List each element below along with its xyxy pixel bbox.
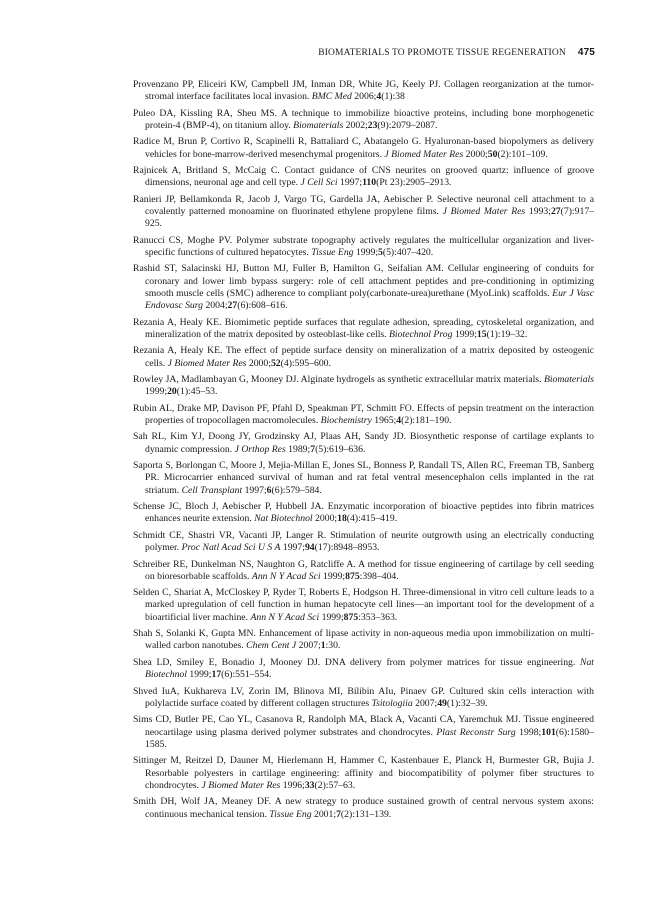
reference-authors-title: Selden C, Shariat A, McCloskey P, Ryder T, Roberts E, Hodgson H. Three-dimensional in vitro cell culture leads to a marked upregulation of cell function in human hepatocyte cell lines—an important tool for the development of a bioartificial liver machine. xyxy=(133,587,594,623)
reference-pages: (1):38 xyxy=(381,91,405,103)
reference-journal: Nat Biotechnol xyxy=(254,513,313,525)
reference-year: 1989; xyxy=(288,443,311,455)
reference-journal: Biomaterials xyxy=(293,119,344,131)
reference-journal: Biotechnol Prog xyxy=(389,329,453,340)
reference-journal: Proc Natl Acad Sci U S A xyxy=(181,542,281,554)
reference-year: 1996; xyxy=(282,779,305,791)
reference-pages: (17):8948–8953. xyxy=(314,542,380,554)
reference-pages: :30. xyxy=(325,640,341,652)
reference-journal: Tissue Eng xyxy=(269,808,312,820)
reference-pages: (1):45–53. xyxy=(176,386,218,398)
reference-journal: Ann N Y Acad Sci xyxy=(250,611,320,623)
reference-pages: (4):415–419. xyxy=(346,513,398,525)
reference-pages: (1):32–39. xyxy=(446,697,488,709)
reference-entry xyxy=(133,235,594,260)
reference-year: 1997; xyxy=(282,542,305,554)
reference-journal: J Biomed Mater Res xyxy=(442,206,526,218)
reference-volume: 7 xyxy=(310,443,316,455)
reference-journal: J Biomed Mater Res xyxy=(384,148,464,160)
reference-volume: 4 xyxy=(376,91,382,103)
reference-journal: Tsitologiia xyxy=(371,697,413,709)
reference-entry xyxy=(133,317,594,342)
reference-journal: Biomaterials xyxy=(543,374,595,386)
reference-entry xyxy=(133,374,594,399)
reference-authors-title: Schmidt CE, Shastri VR, Vacanti JP, Langer R. Stimulation of neurite outgrowth using an electrically conducting polymer. xyxy=(133,529,594,554)
page-number: 475 xyxy=(577,47,595,58)
reference-authors-title: Schense JC, Bloch J, Aebischer P, Hubbell JA. Enzymatic incorporation of bioactive peptides into fibrin matrices enhances neurite extension. xyxy=(133,501,594,525)
reference-pages: (6):551–554. xyxy=(221,669,272,681)
reference-journal: J Biomed Mater Res xyxy=(201,779,281,791)
reference-pages: (6):608–616. xyxy=(237,300,288,312)
reference-authors-title: Smith DH, Wolf JA, Meaney DF. A new strategy to produce sustained growth of central nervous system axons: continuous mechanical tension. xyxy=(133,796,594,820)
reference-authors-title: Rezania A, Healy KE. The effect of peptide surface density on mineralization of a matrix deposited by osteogenic cells. xyxy=(133,345,594,369)
reference-entry xyxy=(133,714,594,751)
reference-entry xyxy=(133,345,594,370)
reference-journal: Cell Transplant xyxy=(181,484,243,496)
reference-journal: J Biomed Mater Res xyxy=(167,357,247,369)
reference-year: 2004; xyxy=(205,300,228,312)
reference-year: 1999; xyxy=(145,386,168,398)
reference-year: 2000; xyxy=(465,148,488,160)
reference-authors-title: Radice M, Brun P, Cortivo R, Scapinelli R, Battaliard C, Abatangelo G. Hyaluronan-based biopolymers as delivery vehicles for bone-marrow-derived mesenchymal progenitors. xyxy=(133,136,594,160)
reference-volume: 110 xyxy=(362,177,377,189)
reference-entry xyxy=(133,403,594,428)
reference-volume: 27 xyxy=(550,206,561,218)
reference-authors-title: Rowley JA, Madlambayan G, Mooney DJ. Alginate hydrogels as synthetic extracellular matrix materials. xyxy=(133,374,542,386)
reference-volume: 5 xyxy=(378,247,383,259)
reference-list xyxy=(133,79,594,825)
reference-year: 2001; xyxy=(313,808,337,820)
reference-volume: 101 xyxy=(541,726,556,738)
reference-year: 2000; xyxy=(315,513,338,525)
reference-entry xyxy=(133,686,594,711)
reference-authors-title: Provenzano PP, Eliceiri KW, Campbell JM, Inman DR, White JG, Keely PJ. Collagen reorganization at the tumor-stromal interface facilitates local invasion. xyxy=(133,79,594,103)
reference-pages: (2):101–109. xyxy=(497,148,548,160)
reference-pages: (2):57–63. xyxy=(314,779,356,791)
reference-authors-title: Schreiber RE, Dunkelman NS, Naughton G, Ratcliffe A. A method for tissue engineering of cartilage by cell seeding on bioresorbable scaffolds. xyxy=(133,558,594,582)
reference-year: 1997; xyxy=(244,484,267,496)
reference-volume: 15 xyxy=(476,329,487,340)
reference-volume: 52 xyxy=(270,357,281,369)
reference-journal: Plast Reconstr Surg xyxy=(436,726,516,738)
reference-pages: (6):1580–1585. xyxy=(145,726,594,750)
reference-volume: 1 xyxy=(320,640,326,652)
reference-volume: 18 xyxy=(337,513,347,525)
reference-entry xyxy=(133,587,594,624)
reference-volume: 17 xyxy=(211,669,222,681)
reference-year: 2007; xyxy=(298,640,321,652)
reference-journal: Eur J Vasc Endovasc Surg xyxy=(145,288,594,312)
reference-year: 2007; xyxy=(415,697,438,709)
reference-entry xyxy=(133,628,594,653)
running-head xyxy=(0,47,595,58)
reference-journal: Biochemistry xyxy=(320,415,372,427)
reference-journal: Nat Biotechnol xyxy=(145,656,594,681)
reference-year: 1999; xyxy=(454,329,477,340)
reference-pages: :398–404. xyxy=(359,570,399,582)
reference-journal: Tissue Eng xyxy=(311,247,354,259)
reference-volume: 875 xyxy=(345,570,360,582)
reference-entry xyxy=(133,79,594,104)
reference-pages: (5):407–420. xyxy=(382,247,434,259)
reference-year: 2006; xyxy=(354,91,377,103)
reference-entry xyxy=(133,755,594,792)
reference-pages: (9):2079–2087. xyxy=(377,119,438,131)
reference-journal: BMC Med xyxy=(311,91,352,103)
reference-entry xyxy=(133,501,594,526)
reference-pages: (2):181–190. xyxy=(401,415,452,427)
reference-pages: (4):595–600. xyxy=(280,357,331,369)
reference-year: 1999; xyxy=(323,570,346,582)
reference-journal: J Orthop Res xyxy=(234,443,286,455)
reference-entry xyxy=(133,263,594,312)
reference-journal: Chem Cent J xyxy=(246,640,297,652)
reference-volume: 875 xyxy=(343,611,359,623)
reference-year: 1997; xyxy=(340,177,363,189)
reference-volume: 94 xyxy=(304,542,315,554)
reference-entry xyxy=(133,530,594,555)
reference-authors-title: Rajnicek A, Britland S, McCaig C. Contact guidance of CNS neurites on grooved quartz: influence of groove dimensions, neuronal age and cell type. xyxy=(133,165,594,189)
reference-authors-title: Puleo DA, Kissling RA, Sheu MS. A technique to immobilize bioactive proteins, including bone morphogenetic protein-4 (BMP-4), on titanium alloy. xyxy=(133,107,594,131)
reference-pages: (5):619–636. xyxy=(315,443,366,455)
reference-authors-title: Rashid ST, Salacinski HJ, Button MJ, Fuller B, Hamilton G, Seifalian AM. Cellular engineering of conduits for coronary and lower limb bypass surgery: role of cell attachment peptides and pre-conditioning in optimizing smooth muscle cells (SMC) adherence to compliant poly(carbonate-urea)urethane (MyoLink) scaffolds. xyxy=(133,263,594,300)
reference-pages: (2):131–139. xyxy=(340,808,392,820)
running-head-title: BIOMATERIALS TO PROMOTE TISSUE REGENERATION xyxy=(318,48,566,58)
reference-entry xyxy=(133,431,594,456)
reference-pages: :353–363. xyxy=(358,611,398,623)
reference-volume: 20 xyxy=(167,386,177,398)
reference-year: 2002; xyxy=(345,119,368,131)
reference-authors-title: Shah S, Solanki K, Gupta MN. Enhancement of lipase activity in non-aqueous media upon immobilization on multi-walled carbon nanotubes. xyxy=(133,628,594,652)
reference-authors-title: Shea LD, Smiley E, Bonadio J, Mooney DJ. DNA delivery from polymer matrices for tissue engineering. xyxy=(133,656,576,668)
reference-journal: Ann N Y Acad Sci xyxy=(251,570,321,582)
reference-entry xyxy=(133,796,594,821)
reference-year: 2000; xyxy=(248,357,271,369)
reference-authors-title: Sims CD, Butler PE, Cao YL, Casanova R, Randolph MA, Black A, Vacanti CA, Yaremchuk MJ. Tissue engineered neocartilage using plasma derived polymer substrates and chondrocytes. xyxy=(133,714,594,738)
reference-year: 1965; xyxy=(374,415,397,427)
reference-volume: 27 xyxy=(227,300,238,312)
reference-pages: (6):579–584. xyxy=(271,484,322,496)
reference-authors-title: Sah RL, Kim YJ, Doong JY, Grodzinsky AJ, Plaas AH, Sandy JD. Biosynthetic response of cartilage explants to dynamic compression. xyxy=(133,431,594,455)
reference-authors-title: Rezania A, Healy KE. Biomimetic peptide surfaces that regulate adhesion, spreading, cytoskeletal organization, and mineralization of the matrix deposited by osteoblast-like cells. xyxy=(133,316,594,340)
reference-year: 1993; xyxy=(528,206,551,218)
reference-pages: (1):19–32. xyxy=(486,329,528,340)
reference-authors-title: Shved IuA, Kukhareva LV, Zorin IM, Blinova MI, Bilibin AIu, Pinaev GP. Cultured skin cells interaction with polylactide surface coated by different collagen structures xyxy=(133,685,594,709)
reference-entry xyxy=(133,460,594,497)
reference-volume: 7 xyxy=(336,808,341,820)
reference-authors-title: Ranucci CS, Moghe PV. Polymer substrate topography actively regulates the multicellular organization and liver-specific functions of cultured hepatocytes. xyxy=(133,234,594,259)
reference-authors-title: Rubin AL, Drake MP, Davison PF, Pfahl D, Speakman PT, Schmitt FO. Effects of pepsin treatment on the interaction properties of tropocollagen macromolecules. xyxy=(133,402,594,427)
reference-volume: 33 xyxy=(304,779,315,791)
reference-volume: 50 xyxy=(487,148,498,160)
reference-volume: 6 xyxy=(266,484,272,496)
reference-volume: 49 xyxy=(437,697,447,709)
reference-authors-title: Ranieri JP, Bellamkonda R, Jacob J, Vargo TG, Gardella JA, Aebischer P. Selective neuronal cell attachment to a covalently patterned monoamine on fluorinated ethylene propylene films. xyxy=(133,193,594,218)
reference-entry xyxy=(133,194,594,231)
reference-authors-title: Saporta S, Borlongan C, Moore J, Mejia-Millan E, Jones SL, Bonness P, Randall TS, Allen RC, Freeman TB, Sanberg PR. Microcarrier enhanced survival of human and rat fetal ventral mesencephalon cells implanted in the rat striatum. xyxy=(133,460,594,496)
reference-pages: (Pt 23):2905–2913. xyxy=(376,177,452,189)
reference-year: 1999; xyxy=(355,247,379,259)
reference-year: 1999; xyxy=(321,611,344,623)
reference-entry xyxy=(133,136,594,161)
reference-volume: 4 xyxy=(396,415,402,427)
reference-entry xyxy=(133,165,594,190)
reference-entry xyxy=(133,559,594,584)
reference-authors-title: Sittinger M, Reitzel D, Dauner M, Hierlemann H, Hammer C, Kastenbauer E, Planck H, Burmester GR, Bujia J. Resorbable polyesters in cartilage engineering: affinity and biocompatibility of polymer fiber structures to chondrocytes. xyxy=(133,755,594,791)
reference-journal: J Cell Sci xyxy=(300,177,338,189)
reference-entry xyxy=(133,108,594,133)
reference-entry xyxy=(133,657,594,682)
reference-pages: (7):917–925. xyxy=(145,206,595,230)
reference-volume: 23 xyxy=(367,119,378,131)
reference-year: 1998; xyxy=(519,726,542,738)
reference-year: 1999; xyxy=(189,669,212,681)
